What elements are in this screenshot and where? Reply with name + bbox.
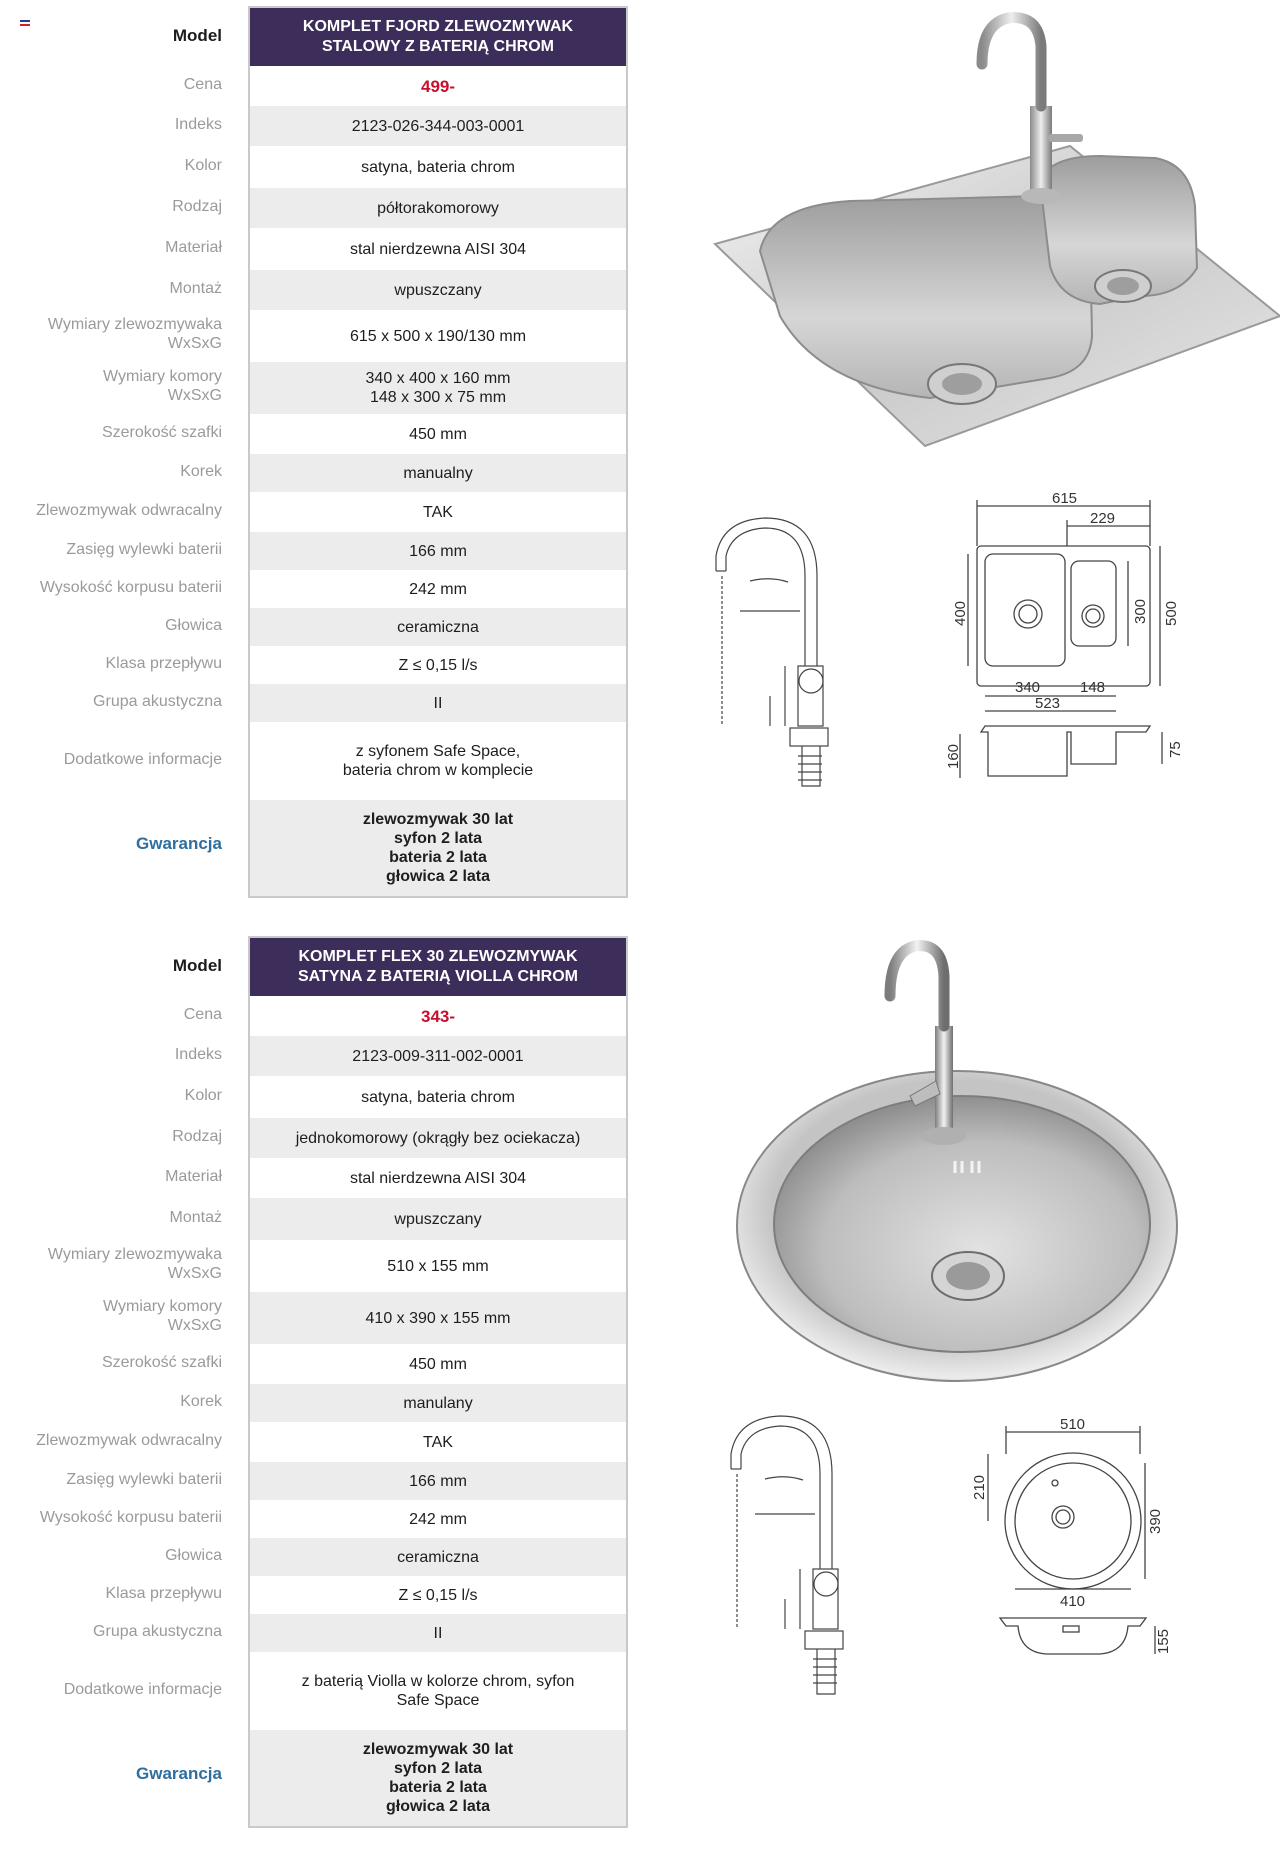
- value-material: stal nierdzewna AISI 304: [349, 240, 527, 258]
- label-montaz: Montaż: [169, 279, 222, 297]
- dim-410: 410: [1060, 1593, 1086, 1610]
- label-wymiary-zlewozmywaka: Wymiary zlewozmywaka WxSxG: [47, 1246, 222, 1282]
- label-wysokosc: Wysokość korpusu baterii: [39, 1508, 222, 1526]
- value-glowica: ceramiczna: [250, 1538, 626, 1576]
- faucet-drawing-fjord: [710, 516, 870, 806]
- product-flex30: [0, 936, 1280, 1836]
- value-rodzaj: jednokomorowy (okrągły bez ociekacza): [250, 1118, 626, 1158]
- label-rodzaj: Rodzaj: [172, 197, 222, 215]
- value-wymiary-zlewozmywaka: 510 x 155 mm: [387, 1257, 489, 1275]
- label-gwarancja: Gwarancja: [136, 833, 222, 853]
- value-kolor: satyna, bateria chrom: [361, 1088, 515, 1106]
- label-glowica: Głowica: [165, 616, 222, 634]
- dim-75: 75: [1167, 741, 1184, 758]
- price: 499-: [420, 76, 456, 96]
- label-montaz: Montaż: [169, 1208, 222, 1226]
- sink-technical-drawing-fjord: [940, 486, 1200, 796]
- label-dodatkowe: Dodatkowe informacje: [63, 750, 222, 768]
- label-odwracalny: Zlewozmywak odwracalny: [36, 501, 222, 519]
- label-dodatkowe: Dodatkowe informacje: [63, 1680, 222, 1698]
- sink-technical-drawing-flex30: [960, 1414, 1190, 1724]
- value-szafka: 450 mm: [409, 1355, 467, 1373]
- label-wysokosc: Wysokość korpusu baterii: [39, 578, 222, 596]
- product-fjord: [0, 6, 1280, 896]
- value-wymiary-komory: 410 x 390 x 155 mm: [250, 1292, 626, 1344]
- dim-148: 148: [1080, 679, 1106, 696]
- label-korek: Korek: [180, 1392, 222, 1410]
- value-odwracalny: TAK: [423, 1433, 453, 1451]
- model-name: KOMPLET FJORD ZLEWOZMYWAK STALOWY Z BATERIĄ CHROM: [250, 8, 626, 66]
- label-grupa: Grupa akustyczna: [93, 1622, 222, 1640]
- label-cena: Cena: [183, 1005, 222, 1023]
- label-wymiary-zlewozmywaka: Wymiary zlewozmywaka WxSxG: [47, 316, 222, 352]
- label-material: Materiał: [165, 238, 222, 256]
- dim-229: 229: [1090, 510, 1116, 527]
- value-indeks: 2123-009-311-002-0001: [250, 1036, 626, 1076]
- value-montaz: wpuszczany: [250, 1198, 626, 1240]
- dim-300: 300: [1132, 598, 1149, 624]
- label-model: Model: [172, 955, 222, 975]
- value-klasa: Z ≤ 0,15 l/s: [398, 1586, 478, 1604]
- dim-523: 523: [1035, 695, 1061, 712]
- label-klasa: Klasa przepływu: [105, 1584, 222, 1602]
- dim-390: 390: [1147, 1508, 1164, 1534]
- label-grupa: Grupa akustyczna: [93, 692, 222, 710]
- label-zasieg: Zasięg wylewki baterii: [66, 540, 222, 558]
- value-szafka: 450 mm: [409, 425, 467, 443]
- value-korek: manulany: [250, 1384, 626, 1422]
- value-grupa: II: [250, 1614, 626, 1652]
- value-odwracalny: TAK: [423, 503, 453, 521]
- label-kolor: Kolor: [184, 156, 222, 174]
- value-dodatkowe: z syfonem Safe Space, bateria chrom w komplecie: [342, 743, 534, 779]
- value-korek: manualny: [250, 454, 626, 492]
- spec-table: [248, 936, 628, 1828]
- faucet-drawing-flex30: [720, 1414, 890, 1714]
- label-gwarancja: Gwarancja: [136, 1763, 222, 1783]
- value-zasieg: 166 mm: [250, 1462, 626, 1500]
- label-cena: Cena: [183, 75, 222, 93]
- dim-155: 155: [1155, 1628, 1172, 1654]
- value-wymiary-komory: 340 x 400 x 160 mm 148 x 300 x 75 mm: [250, 362, 626, 414]
- dim-500: 500: [1163, 600, 1180, 626]
- label-material: Materiał: [165, 1167, 222, 1185]
- sink-photo-flex30: [700, 936, 1280, 1386]
- value-rodzaj: półtorakomorowy: [250, 188, 626, 228]
- label-zasieg: Zasięg wylewki baterii: [66, 1470, 222, 1488]
- value-wysokosc: 242 mm: [409, 580, 467, 598]
- value-indeks: 2123-026-344-003-0001: [250, 106, 626, 146]
- label-szafka: Szerokość szafki: [101, 1353, 222, 1371]
- value-gwarancja: zlewozmywak 30 lat syfon 2 lata bateria 2 lata głowica 2 lata: [250, 1730, 626, 1826]
- value-wysokosc: 242 mm: [409, 1510, 467, 1528]
- price: 343-: [420, 1006, 456, 1026]
- model-name: KOMPLET FLEX 30 ZLEWOZMYWAK SATYNA Z BATERIĄ VIOLLA CHROM: [250, 938, 626, 996]
- value-glowica: ceramiczna: [250, 608, 626, 646]
- label-wymiary-komory: Wymiary komory WxSxG: [103, 368, 222, 404]
- label-indeks: Indeks: [174, 115, 222, 133]
- value-kolor: satyna, bateria chrom: [361, 158, 515, 176]
- value-material: stal nierdzewna AISI 304: [349, 1169, 527, 1187]
- label-kolor: Kolor: [184, 1086, 222, 1104]
- label-korek: Korek: [180, 462, 222, 480]
- dim-210: 210: [971, 1474, 988, 1500]
- value-montaz: wpuszczany: [250, 270, 626, 310]
- label-szafka: Szerokość szafki: [101, 423, 222, 441]
- label-odwracalny: Zlewozmywak odwracalny: [36, 1431, 222, 1449]
- value-grupa: II: [250, 684, 626, 722]
- value-zasieg: 166 mm: [250, 532, 626, 570]
- value-wymiary-zlewozmywaka: 615 x 500 x 190/130 mm: [349, 327, 527, 345]
- dim-340: 340: [1015, 679, 1041, 696]
- label-indeks: Indeks: [174, 1045, 222, 1063]
- label-glowica: Głowica: [165, 1546, 222, 1564]
- value-dodatkowe: z baterią Violla w kolorze chrom, syfon Safe Space: [301, 1673, 575, 1709]
- product-visuals: [700, 6, 1280, 896]
- value-gwarancja: zlewozmywak 30 lat syfon 2 lata bateria 2 lata głowica 2 lata: [250, 800, 626, 896]
- dim-400: 400: [952, 600, 969, 626]
- sink-photo-fjord: [700, 6, 1280, 456]
- spec-table: [248, 6, 628, 898]
- dim-510: 510: [1060, 1416, 1086, 1433]
- label-wymiary-komory: Wymiary komory WxSxG: [103, 1298, 222, 1334]
- product-visuals: [700, 936, 1280, 1836]
- label-model: Model: [172, 25, 222, 45]
- value-klasa: Z ≤ 0,15 l/s: [398, 656, 478, 674]
- dim-160: 160: [945, 743, 962, 769]
- label-klasa: Klasa przepływu: [105, 654, 222, 672]
- dim-615: 615: [1052, 490, 1078, 507]
- label-rodzaj: Rodzaj: [172, 1127, 222, 1145]
